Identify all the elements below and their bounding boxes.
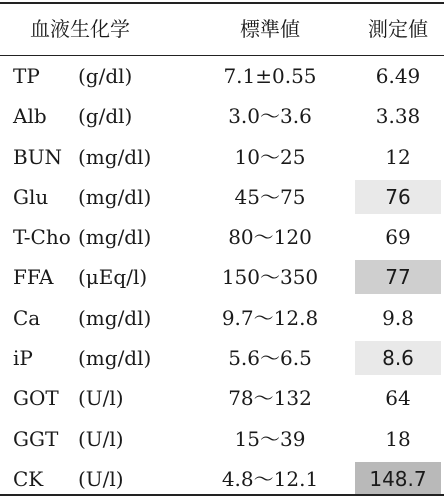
analyte-name: GOT bbox=[13, 386, 59, 411]
table-body bbox=[0, 56, 444, 498]
analyte-name: BUN bbox=[13, 144, 63, 169]
header-reference-value: 標準値 bbox=[240, 17, 300, 41]
analyte-name: Ca bbox=[13, 305, 41, 330]
analyte-unit: (g/dl) bbox=[78, 64, 133, 88]
measured-value: 64 bbox=[385, 386, 411, 411]
analyte-name: T-Cho bbox=[13, 225, 71, 250]
measured-value: 77 bbox=[355, 260, 441, 294]
reference-range: 9.7～12.8 bbox=[221, 305, 319, 330]
measured-value: 3.38 bbox=[375, 104, 421, 129]
analyte-unit: (mg/dl) bbox=[78, 305, 152, 330]
analyte-unit: (μEq/l) bbox=[78, 265, 148, 290]
reference-range: 150～350 bbox=[221, 265, 319, 290]
reference-range: 5.6～6.5 bbox=[228, 346, 312, 371]
table-row bbox=[0, 217, 444, 257]
analyte-name: Alb bbox=[13, 104, 47, 129]
analyte-name: CK bbox=[13, 466, 44, 491]
reference-range: 45～75 bbox=[234, 184, 306, 209]
table-row bbox=[0, 378, 444, 418]
header-measured-value: 測定値 bbox=[368, 17, 428, 41]
table-row bbox=[0, 177, 444, 217]
analyte-unit: (U/l) bbox=[78, 386, 124, 411]
analyte-unit: (mg/dl) bbox=[78, 144, 152, 169]
analyte-unit: (mg/dl) bbox=[78, 225, 152, 250]
table-row bbox=[0, 298, 444, 338]
analyte-name: TP bbox=[13, 64, 40, 88]
measured-value: 69 bbox=[385, 225, 411, 250]
reference-range: 80～120 bbox=[228, 225, 312, 250]
table-row bbox=[0, 257, 444, 297]
table-bottom-rule bbox=[0, 494, 444, 496]
measured-value: 6.49 bbox=[375, 64, 421, 88]
measured-value: 9.8 bbox=[382, 305, 414, 330]
measured-value: 18 bbox=[385, 426, 411, 451]
reference-range: 10～25 bbox=[234, 144, 306, 169]
measured-value: 76 bbox=[355, 180, 441, 214]
table-row bbox=[0, 338, 444, 378]
table-row bbox=[0, 137, 444, 177]
analyte-unit: (U/l) bbox=[78, 426, 124, 451]
measured-value: 148.7 bbox=[355, 462, 441, 496]
reference-range: 7.1±0.55 bbox=[223, 64, 317, 88]
analyte-name: Glu bbox=[13, 184, 49, 209]
table-row bbox=[0, 419, 444, 459]
analyte-unit: (g/dl) bbox=[78, 104, 133, 129]
analyte-unit: (U/l) bbox=[78, 466, 124, 491]
table-row bbox=[0, 56, 444, 96]
analyte-name: FFA bbox=[13, 265, 54, 290]
reference-range: 78～132 bbox=[228, 386, 312, 411]
reference-range: 15～39 bbox=[234, 426, 306, 451]
analyte-unit: (mg/dl) bbox=[78, 184, 152, 209]
analyte-unit: (mg/dl) bbox=[78, 346, 152, 371]
table-header-row bbox=[0, 4, 444, 55]
analyte-name: iP bbox=[13, 346, 33, 371]
table-row bbox=[0, 459, 444, 498]
reference-range: 4.8～12.1 bbox=[221, 466, 319, 491]
reference-range: 3.0～3.6 bbox=[228, 104, 312, 129]
analyte-name: GGT bbox=[13, 426, 59, 451]
measured-value: 8.6 bbox=[355, 341, 441, 375]
table-row bbox=[0, 96, 444, 136]
header-blood-chemistry: 血液生化学 bbox=[30, 17, 130, 41]
measured-value: 12 bbox=[385, 144, 411, 169]
